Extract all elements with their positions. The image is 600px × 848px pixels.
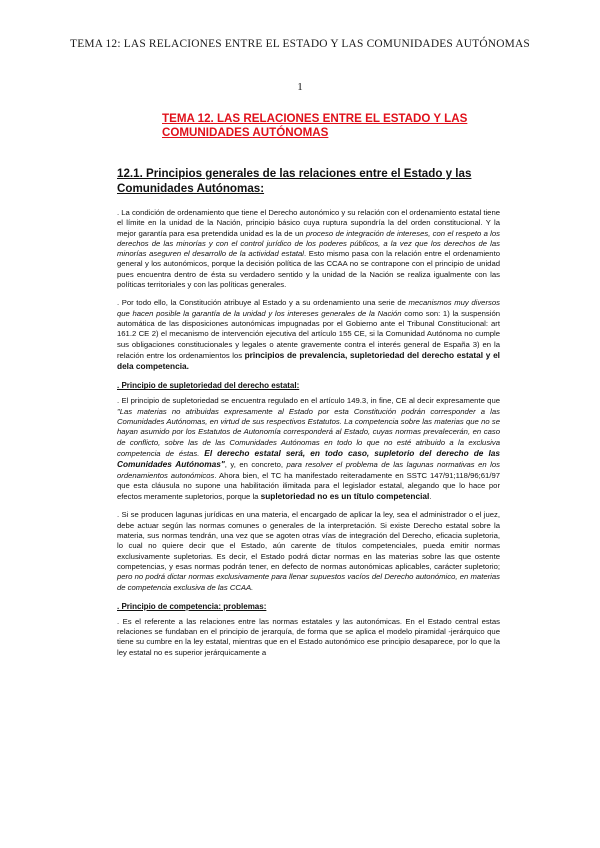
page-number: 1 [297,81,303,93]
bold-text: principios de prevalencia, supletoriedad del derecho estatal y el dela competencia. [117,349,500,372]
section-title-line-1: 12.1. Principios generales de las relaciones entre el Estado y las [117,167,472,180]
text: , y, en concreto, [224,460,287,470]
italic-quote: "Las materias no atribuidas expresamente al Estado por esta Constitución podrán corresponder a las Comunidades Autónomas, en virtud de sus respectivos Estatutos. La competencia sobre las materias que no se hayan asumido por los Estatutos de Autonomía corresponderá al Estado, cuyas normas prevalecerán, en caso de conflicto, sobre las de las Comunidades Autónomas en todo lo que no esté atribuido a la exclusiva competencia de éstas. [117,406,500,458]
paragraph-unity [90,208,500,290]
subheading-competencia [117,601,500,612]
bold-text: supletoriedad no es un título competencial [260,491,430,502]
subheading-supletoriedad [117,380,500,391]
chapter-title-line-2: COMUNIDADES AUTÓNOMAS [162,126,329,139]
italic-text: pero no podrá dictar normas exclusivamente para llenar supuestos vacíos del Derecho autonómico, en materias de competencia exclusiva de las CCAA. [117,572,500,592]
page-content [90,112,500,666]
bold-italic-quote: El derecho estatal será, en todo caso, supletorio del derecho de las Comunidades Autónomas" [117,447,500,470]
italic-text: proceso de integración de intereses, con el respeto a los derechos de las minorías y con el control jurídico de los poderes públicos, a la vez que los derechos de las minorías aseguren el desarrollo de la actividad estatal [117,228,500,259]
paragraph-lagunas [90,510,500,592]
chapter-title-line-1: TEMA 12. LAS RELACIONES ENTRE EL ESTADO Y LAS [162,112,468,125]
text: . Si se producen lagunas jurídicas en una materia, el encargado de aplicar la ley, sea el administrador o el juez, debe actuar según las normas comunes o generales de la interpretación. Si existe Derecho estatal sobre la materia, sus normas tendrán, una vez que se agoten otras vías de integración del Derecho, eficacia supletoria, lo cual no quiere decir que el Estado, aún carente de títulos competenciales, pueda emitir normas exclusivamente supletorias. Es decir, el Estado podrá dictar normas en las materias sobre las que ostente competencias, y esas normas podrán tener, en defecto de normas autonómicas aplicables, carácter supletorio; [117,510,500,571]
text: . El principio de supletoriedad se encuentra regulado en el artículo 149.3, in fine, CE al decir expresamente que [117,396,500,406]
text: . Ahora bien, el TC ha manifestado reiteradamente en SSTC 147/91;118/96;61/97 que esta cláusula no supone una habilitación ilimitada para el legislador estatal, alegando que lo hace por efectos meramente supletorios, porque la [117,470,501,502]
section-title [117,166,500,196]
subheading-text: . Principio de supletoriedad del derecho estatal: [117,381,300,391]
text: . Por todo ello, la Constitución atribuye al Estado y a su ordenamiento una serie de [117,298,409,308]
italic-text: mecanismos muy diversos que hacen posible la garantía de la unidad y los intereses generales de la Nación [117,298,500,318]
paragraph-competencia: . Es el referente a las relaciones entre las normas estatales y las autonómicas. En el Estado central estas relaciones se fundaban en el principio de jerarquía, de forma que se aplica el modelo piramidal -jerárquico que tiene su cumbre en la ley estatal, mientras que en el Estado autonómico ese principio desaparece, por lo que la ley estatal no es superior jerárquicamente a [117,616,500,657]
section-title-line-2: Comunidades Autónomas: [117,182,265,195]
text: como son: 1) la suspensión automática de las disposiciones autonómicas impugnadas por el Gobierno ante el Tribunal Constitucional: art 161.2 CE 2) el mecanismo de intervención ejecutiva del artículo 155 CE, si la Comunidad Autónoma no cumple sus obligaciones constitucionales y legales o atente gravemente contra el interés general de España 3) en la relación entre los ordenamientos los [117,308,500,360]
text: . La condición de ordenamiento que tiene el Derecho autonómico y su relación con el ordenamiento estatal tiene el límite en la unidad de la Nación, principio básico cuya ruptura supondría la del orden constitucional. Y la mejor garantía para esa pretendida unidad es la de un [117,208,500,238]
chapter-title [162,112,500,140]
paragraph-mechanisms [90,298,500,372]
subheading-text: . Principio de competencia: problemas: [117,601,267,611]
running-header: TEMA 12: LAS RELACIONES ENTRE EL ESTADO Y LAS COMUNIDADES AUTÓNOMAS [70,38,530,50]
italic-text: para resolver el problema de las lagunas normativas en los ordenamientos autonómicos [117,460,501,480]
text: . [429,492,432,502]
text: . Esto mismo pasa con la relación entre el ordenamiento general y los autonómicos, porque la decisión política de las CCAA no se contrapone con el principio de unidad pues encuentra dentro de ésta su verdadero sentido y la unidad de la Nación se realiza igualmente con las políticas territoriales y con las políticas generales. [117,249,500,290]
paragraph-supletoriedad [90,396,500,502]
